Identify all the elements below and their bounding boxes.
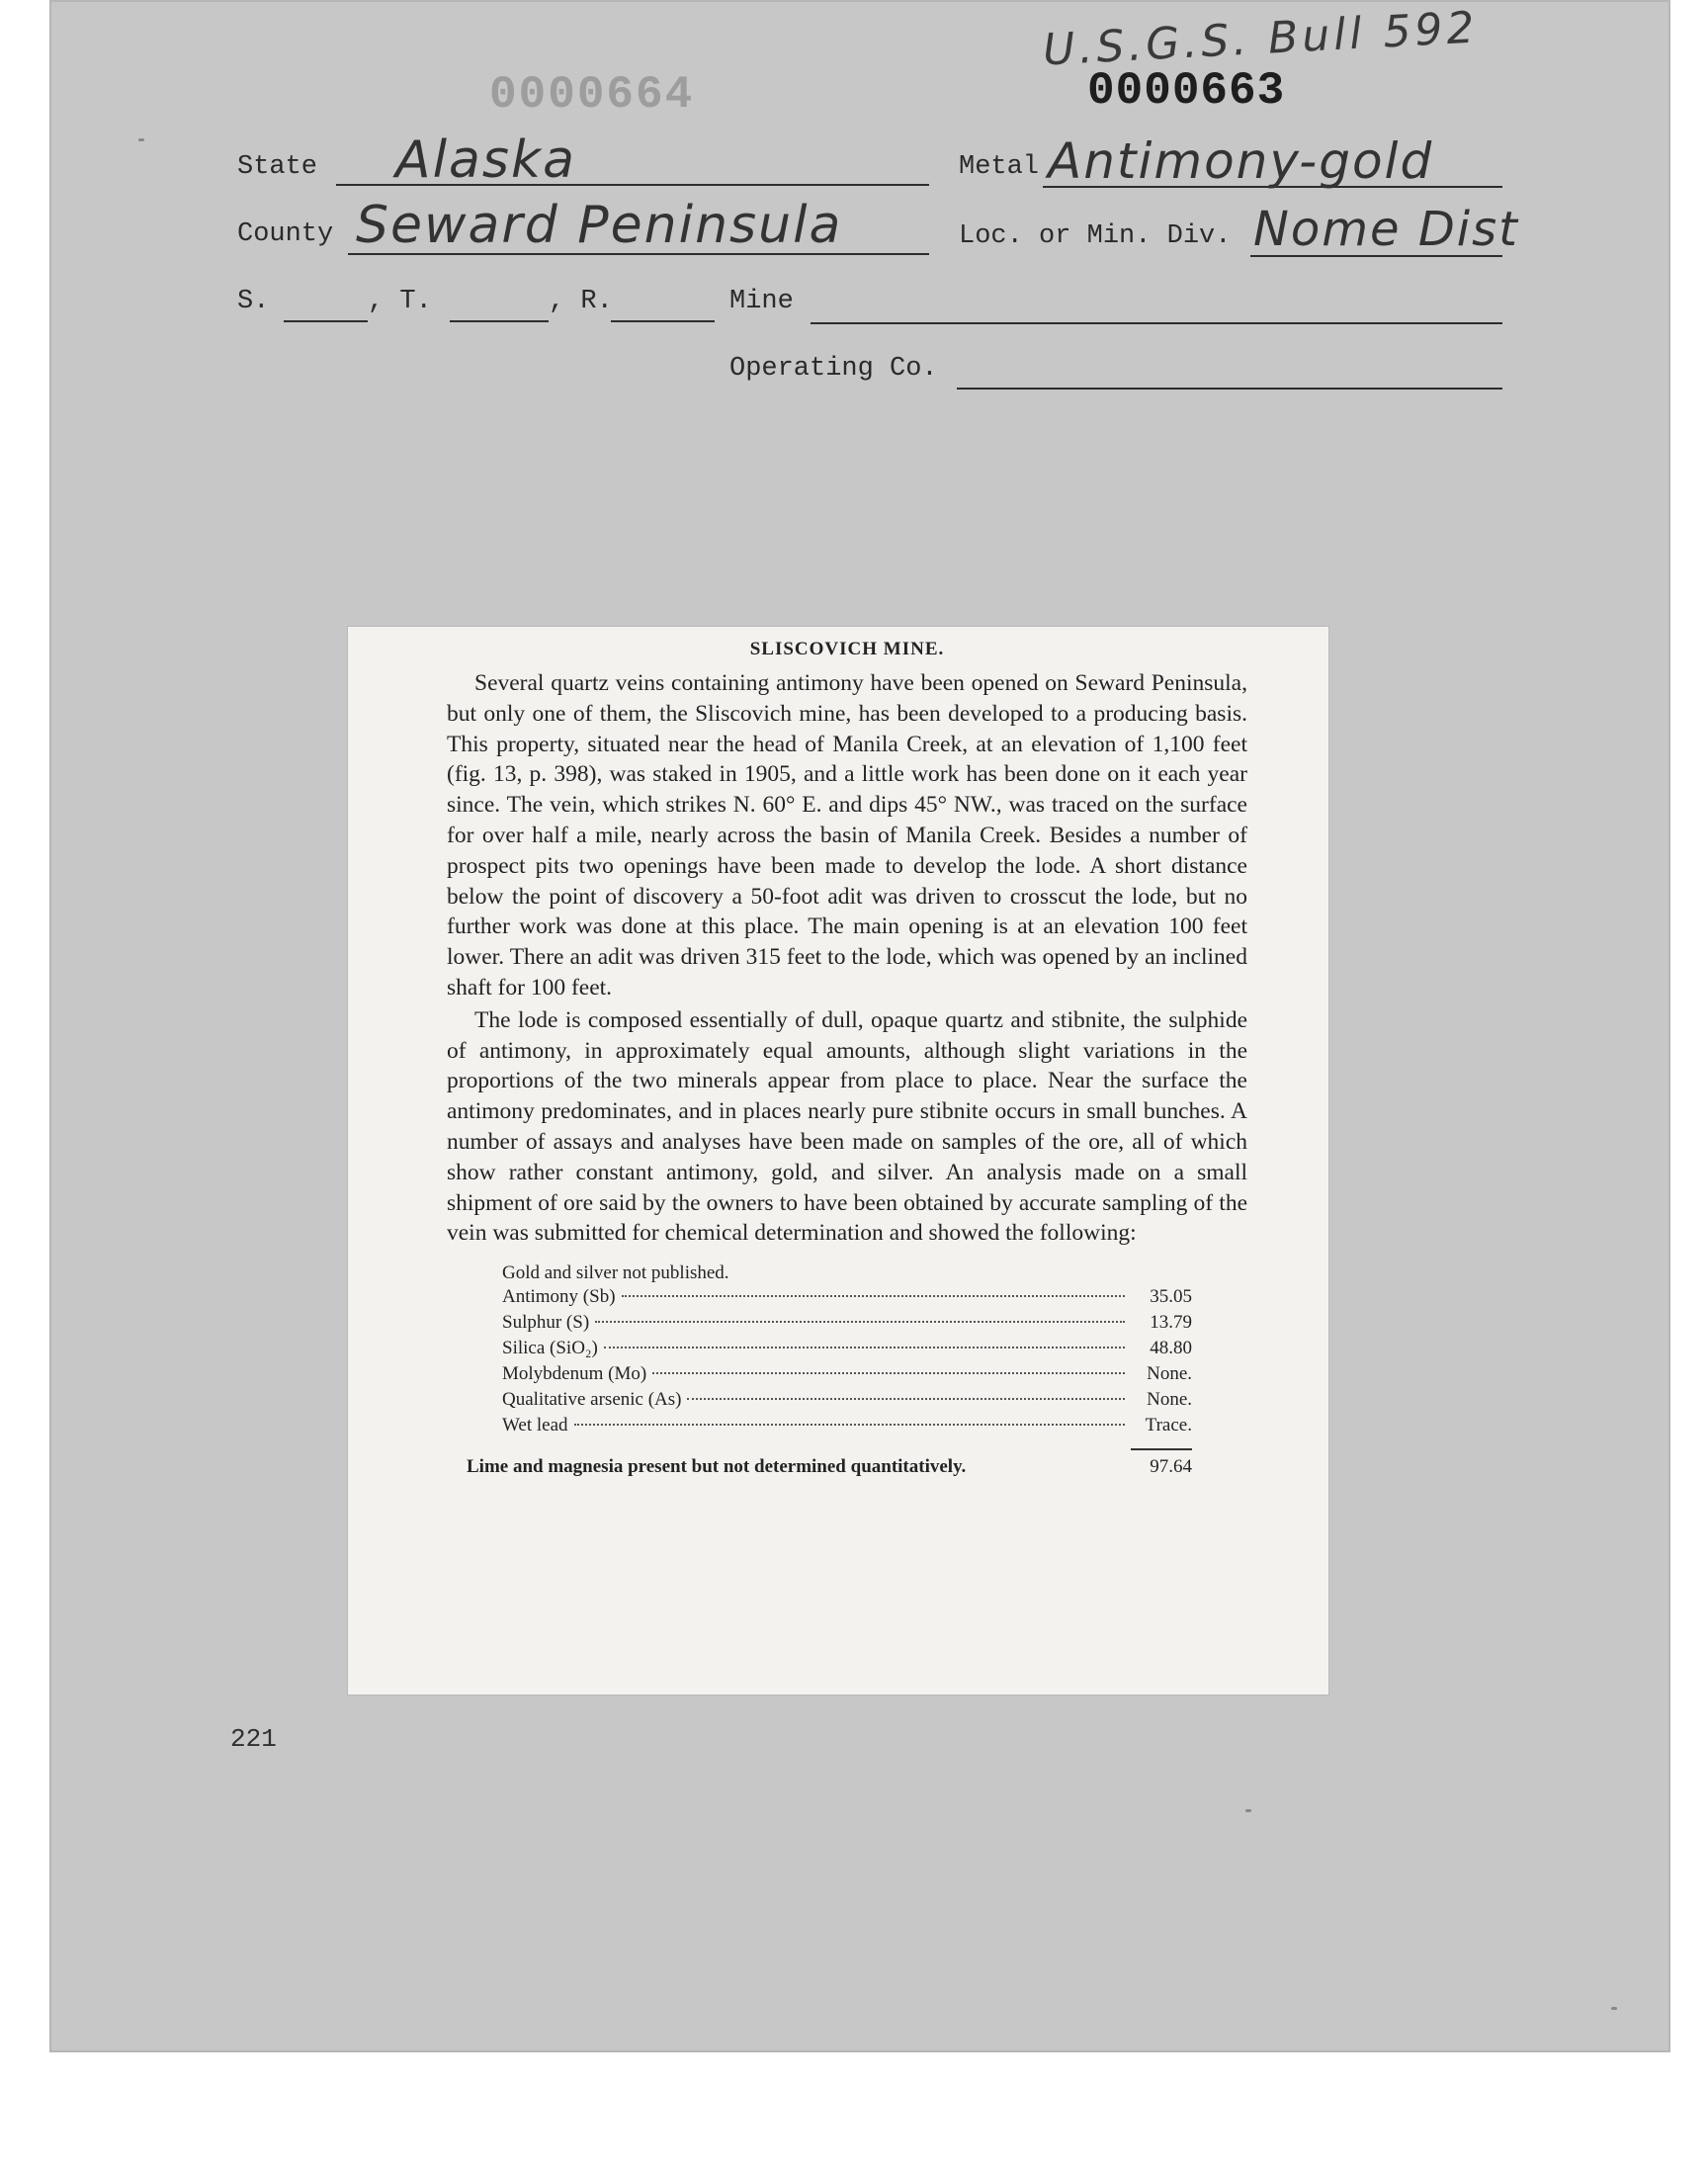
loc-label: Loc. or Min. Div. bbox=[959, 221, 1232, 251]
total-row bbox=[467, 1456, 1192, 1478]
section-line bbox=[284, 320, 368, 322]
row-name: Sulphur (S) bbox=[502, 1312, 590, 1334]
loc-value: Nome Dist bbox=[1253, 202, 1519, 257]
row-name: Molybdenum (Mo) bbox=[502, 1363, 647, 1385]
row-value: 48.80 bbox=[1150, 1338, 1192, 1359]
row-name: Qualitative arsenic (As) bbox=[502, 1389, 682, 1411]
leader-dots bbox=[604, 1347, 1125, 1348]
row-value: Trace. bbox=[1145, 1415, 1192, 1436]
state-value: Alaska bbox=[395, 130, 576, 190]
township-label: , T. bbox=[368, 287, 432, 316]
serial-number: 0000663 bbox=[1087, 65, 1286, 117]
operating-co-label: Operating Co. bbox=[729, 354, 938, 384]
range-line bbox=[611, 320, 715, 322]
faded-serial-number: 0000664 bbox=[489, 69, 695, 121]
table-row bbox=[502, 1286, 1192, 1312]
range-label: , R. bbox=[549, 287, 613, 316]
scan-speck bbox=[1245, 1809, 1251, 1812]
scan-speck bbox=[1611, 2007, 1617, 2010]
page-number: 221 bbox=[230, 1724, 277, 1754]
table-row bbox=[502, 1389, 1192, 1415]
reference-note: U.S.G.S. Bull 592 bbox=[1041, 2, 1480, 76]
clipping-paragraph-2: The lode is composed essentially of dull, opaque quartz and stibnite, the sulphide of antimony, in approximately equal amounts, although slight variations in the proportions of the two minerals appear from place to place. Near the surface the antimony predominates, and in places nearly pure stibnite occurs in small bunches. A number of assays and analyses have been made on samples of the ore, all of which show rather constant antimony, gold, and silver. An analysis made on a small shipment of ore said by the owners to have been obtained by accurate sampling of the vein was submitted for chemical determination and showed the following: bbox=[447, 1006, 1247, 1247]
row-name: Antimony (Sb) bbox=[502, 1286, 616, 1308]
clipping-footnote: Lime and magnesia present but not determined quantitatively. bbox=[467, 1456, 967, 1478]
county-value: Seward Peninsula bbox=[356, 196, 843, 255]
leader-dots bbox=[574, 1424, 1125, 1426]
pasted-clipping bbox=[348, 627, 1328, 1695]
leader-dots bbox=[687, 1398, 1125, 1400]
row-name: Silica (SiO₂) bbox=[502, 1338, 598, 1359]
mine-line bbox=[811, 322, 1502, 324]
leader-dots bbox=[622, 1295, 1125, 1297]
total-rule bbox=[1131, 1448, 1192, 1450]
table-row bbox=[502, 1363, 1192, 1389]
leader-dots bbox=[652, 1372, 1125, 1374]
leader-dots bbox=[595, 1321, 1125, 1323]
row-value: None. bbox=[1147, 1363, 1192, 1385]
clipping-paragraph-1: Several quartz veins containing antimony have been opened on Seward Peninsula, but only one of them, the Sliscovich mine, has been developed to a producing basis. This property, situated near the head of Manila Creek, at an elevation of 1,100 feet (fig. 13, p. 398), was staked in 1905, and a little work has been done on it each year since. The vein, which strikes N. 60° E. and dips 45° NW., was traced on the surface for over half a mile, nearly across the basin of Manila Creek. Besides a number of prospect pits two openings have been made to develop the lode. A short distance below the point of discovery a 50-foot adit was driven to crosscut the lode, but no further work was done at this place. The main opening is at an elevation 100 feet lower. There an adit was driven 315 feet to the lode, which was opened by an inclined shaft for 100 feet. bbox=[447, 670, 1247, 1000]
clipping-title: SLISCOVICH MINE. bbox=[749, 639, 945, 659]
county-label: County bbox=[237, 219, 334, 249]
table-row bbox=[502, 1312, 1192, 1338]
row-value: None. bbox=[1147, 1389, 1192, 1411]
section-label: S. bbox=[237, 287, 270, 316]
metal-label: Metal bbox=[959, 152, 1040, 182]
state-label: State bbox=[237, 152, 318, 182]
table-row bbox=[502, 1415, 1192, 1440]
analysis-table bbox=[467, 1262, 1192, 1478]
row-value: 35.05 bbox=[1150, 1286, 1192, 1308]
analysis-total: 97.64 bbox=[1150, 1456, 1192, 1478]
scan-speck bbox=[138, 138, 144, 141]
row-value: 13.79 bbox=[1150, 1312, 1192, 1334]
operating-co-line bbox=[957, 388, 1502, 390]
row-name: Wet lead bbox=[502, 1415, 568, 1436]
table-row bbox=[502, 1338, 1192, 1363]
metal-value: Antimony-gold bbox=[1048, 132, 1434, 190]
mine-label: Mine bbox=[729, 287, 794, 316]
township-line bbox=[450, 320, 549, 322]
table-note: Gold and silver not published. bbox=[502, 1262, 729, 1284]
